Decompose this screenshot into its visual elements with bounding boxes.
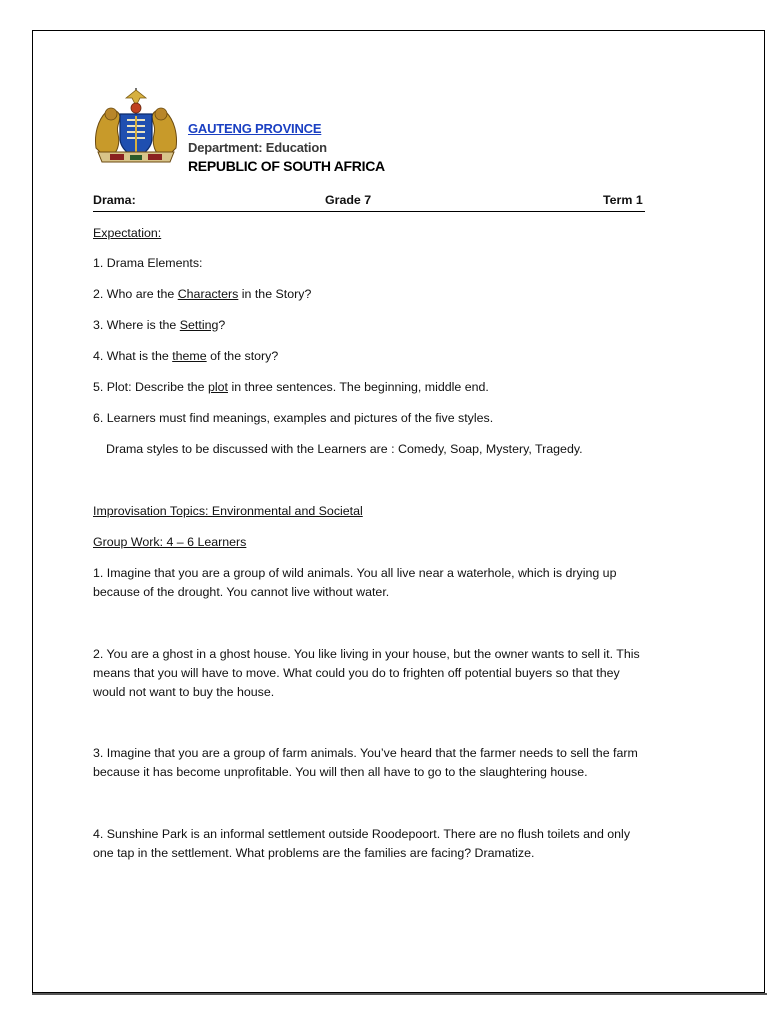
expectation-heading: Expectation: <box>93 226 162 240</box>
topic-2: 2. You are a ghost in a ghost house. You like living in your house, but the owner wants to sell it. This means that you will have to move. What could you do to frighten off potential buyers so that they would not want to buy the house. <box>93 647 640 699</box>
subject-label: Drama: <box>93 193 136 207</box>
drama-styles-note: Drama styles to be discussed with the Learners are : Comedy, Soap, Mystery, Tragedy. <box>106 442 583 456</box>
topic-1: 1. Imagine that you are a group of wild animals. You all live near a waterhole, which is drying up because of the drought. You cannot live without water. <box>93 566 617 599</box>
expectation-item-2: 2. Who are the Characters in the Story? <box>93 287 312 301</box>
topic-3: 3. Imagine that you are a group of farm animals. You’ve heard that the farmer needs to sell the farm because it has become unprofitable. You will then all have to go to the slaughtering house. <box>93 746 638 779</box>
expectation-item-5: 5. Plot: Describe the plot in three sentences. The beginning, middle end. <box>93 380 489 394</box>
document-header-row <box>93 193 645 212</box>
province-name: GAUTENG PROVINCE <box>188 121 322 136</box>
improvisation-heading: Improvisation Topics: Environmental and Societal <box>93 504 363 518</box>
term-label: Term 1 <box>603 193 643 207</box>
group-work-heading: Group Work: 4 – 6 Learners <box>93 535 247 549</box>
topic-4: 4. Sunshine Park is an informal settlement outside Roodepoort. There are no flush toilets and only one tap in the settlement. What problems are the families are facing? Dramatize. <box>93 827 631 860</box>
keyword-setting: Setting <box>179 318 219 332</box>
expectation-item-1: 1. Drama Elements: <box>93 256 203 270</box>
organization-heading <box>188 119 385 176</box>
grade-label: Grade 7 <box>325 193 372 207</box>
keyword-characters: Characters <box>177 287 239 301</box>
expectation-item-4: 4. What is the theme of the story? <box>93 349 279 363</box>
coat-of-arms-logo <box>90 86 182 168</box>
department-name: Department: Education <box>188 140 327 155</box>
expectation-item-6: 6. Learners must find meanings, examples and pictures of the five styles. <box>93 411 494 425</box>
expectation-item-3: 3. Where is the Setting? <box>93 318 226 332</box>
country-name: REPUBLIC OF SOUTH AFRICA <box>188 158 385 174</box>
keyword-plot: plot <box>208 380 228 394</box>
keyword-theme: theme <box>172 349 207 363</box>
